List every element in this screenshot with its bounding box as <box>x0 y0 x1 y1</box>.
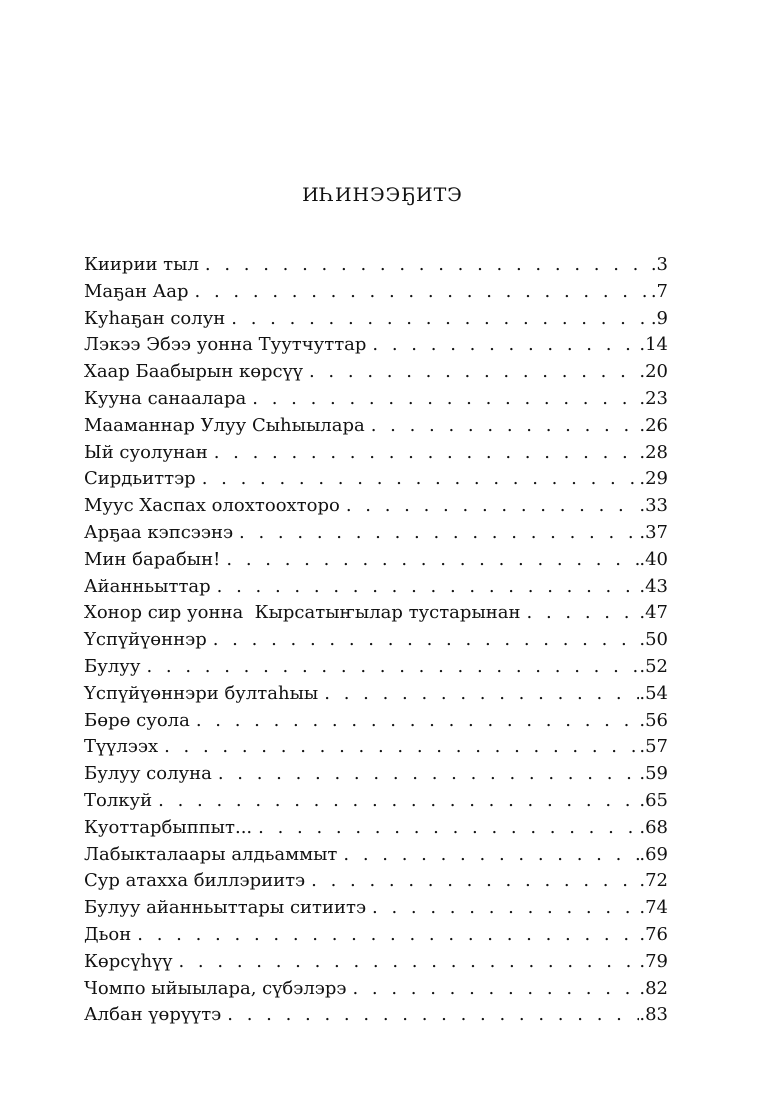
dot-leader <box>366 332 639 359</box>
toc-entry-title: Кууна санаалара <box>84 387 247 409</box>
toc-entry-title: Киирии тыл <box>84 254 199 275</box>
toc-entry-page: .57 <box>639 736 668 758</box>
toc-entry <box>84 949 668 976</box>
dot-leader <box>196 466 640 493</box>
toc-entry-page: .74 <box>639 897 668 919</box>
toc-entry-page: .3 <box>650 254 668 275</box>
page-title: ИҺИНЭЭҔИТЭ <box>302 184 463 206</box>
toc-entry-title: Хонор сир уонна Кырсатыҥылар тустарынан <box>84 602 521 624</box>
toc-entry <box>84 279 668 306</box>
toc-entry-page: .40 <box>639 548 668 570</box>
dot-leader <box>190 708 640 735</box>
dot-leader <box>152 788 639 815</box>
table-of-contents <box>84 252 668 1029</box>
toc-entry <box>84 1002 668 1029</box>
dot-leader <box>303 359 639 386</box>
toc-entry-page: .59 <box>639 763 668 785</box>
dot-leader <box>221 1002 639 1029</box>
toc-entry-title: Көрсүһүү <box>84 950 173 972</box>
toc-entry-page: .79 <box>639 950 668 972</box>
toc-entry <box>84 600 668 627</box>
toc-entry-page: .26 <box>639 414 668 436</box>
toc-entry <box>84 895 668 922</box>
toc-entry <box>84 708 668 735</box>
toc-entry-page: .50 <box>639 629 668 651</box>
toc-entry-title: Чомпо ыйыылара, сүбэлэрэ <box>84 977 347 999</box>
dot-leader <box>337 842 639 869</box>
toc-entry-page: .29 <box>639 468 668 490</box>
dot-leader <box>365 413 640 440</box>
toc-entry-title: Сирдьиттэр <box>84 468 196 490</box>
toc-entry-page: .28 <box>639 441 668 463</box>
dot-leader <box>220 547 639 574</box>
toc-entry-title: Куоттарбыппыт... <box>84 816 253 838</box>
dot-leader <box>305 868 639 895</box>
toc-entry-title: Айанньыттар <box>84 575 211 597</box>
toc-entry <box>84 252 668 279</box>
toc-entry <box>84 493 668 520</box>
dot-leader <box>158 734 639 761</box>
toc-entry <box>84 574 668 601</box>
toc-entry-title: Дьон <box>84 923 132 945</box>
toc-entry <box>84 359 668 386</box>
toc-entry-page: .52 <box>639 655 668 677</box>
dot-leader <box>208 440 640 467</box>
dot-leader <box>346 976 639 1003</box>
toc-entry-page: .56 <box>639 709 668 731</box>
toc-entry-title: Муус Хаспах олохтоохторо <box>84 495 340 517</box>
toc-entry-page: .83 <box>639 1004 668 1026</box>
toc-entry-title: Сур атахха биллэриитэ <box>84 870 306 892</box>
toc-entry-page: .76 <box>639 923 668 945</box>
toc-entry <box>84 788 668 815</box>
dot-leader <box>140 654 639 681</box>
dot-leader <box>207 627 640 654</box>
toc-entry <box>84 520 668 547</box>
toc-entry <box>84 332 668 359</box>
toc-entry-title: Булуу солуна <box>84 763 212 785</box>
toc-entry-title: Үспүйүөннэри бултаһыы <box>84 682 319 704</box>
toc-entry-title: Мааманнар Улуу Сыһыылара <box>84 414 365 436</box>
dot-leader <box>318 681 639 708</box>
toc-entry-page: .43 <box>639 575 668 597</box>
toc-entry <box>84 815 668 842</box>
toc-entry-page: .7 <box>650 280 668 302</box>
dot-leader <box>252 815 639 842</box>
dot-leader <box>189 279 651 306</box>
toc-entry <box>84 922 668 949</box>
toc-entry-title: Арҕаа кэпсээнэ <box>84 521 234 543</box>
dot-leader <box>225 306 651 333</box>
toc-entry <box>84 466 668 493</box>
toc-entry-title: Түүлээх <box>84 736 159 758</box>
toc-entry-page: .65 <box>639 789 668 811</box>
toc-entry-title: Хаар Баабырын көрсүү <box>84 361 303 383</box>
toc-entry <box>84 627 668 654</box>
toc-entry-title: Лэкээ Эбээ уонна Туутчуттар <box>84 334 367 356</box>
dot-leader <box>521 600 640 627</box>
toc-entry-title: Толкуй <box>84 789 153 811</box>
toc-entry <box>84 306 668 333</box>
toc-entry-page: .9 <box>650 307 668 329</box>
dot-leader <box>211 574 640 601</box>
dot-leader <box>246 386 639 413</box>
toc-entry-page: .14 <box>639 334 668 356</box>
toc-entry-title: Ый суолунан <box>84 441 208 463</box>
dot-leader <box>199 252 651 279</box>
toc-entry-title: Булуу <box>84 655 141 677</box>
toc-entry-page: .33 <box>639 495 668 517</box>
toc-entry <box>84 547 668 574</box>
toc-entry <box>84 654 668 681</box>
toc-entry-page: .82 <box>639 977 668 999</box>
toc-entry-page: .37 <box>639 521 668 543</box>
dot-leader <box>212 761 640 788</box>
toc-entry-page: .54 <box>639 682 668 704</box>
toc-entry <box>84 761 668 788</box>
toc-entry-page: .20 <box>639 361 668 383</box>
toc-entry <box>84 734 668 761</box>
toc-entry-page: .23 <box>639 387 668 409</box>
dot-leader <box>233 520 639 547</box>
toc-entry-title: Куһаҕан солун <box>84 307 226 329</box>
toc-entry-title: Маҕан Аар <box>84 280 189 302</box>
toc-entry-page: .72 <box>639 870 668 892</box>
dot-leader <box>340 493 640 520</box>
toc-entry-title: Албан үөрүүтэ <box>84 1004 222 1026</box>
toc-entry-title: Лабыкталаары алдьаммыт <box>84 843 338 865</box>
toc-entry-title: Үспүйүөннэр <box>84 629 207 651</box>
toc-entry <box>84 413 668 440</box>
toc-entry-page: .69 <box>639 843 668 865</box>
toc-entry-title: Булуу айанньыттары ситиитэ <box>84 897 367 919</box>
toc-entry <box>84 440 668 467</box>
toc-entry <box>84 976 668 1003</box>
toc-entry-page: .47 <box>639 602 668 624</box>
dot-leader <box>172 949 639 976</box>
toc-entry-page: .68 <box>639 816 668 838</box>
toc-entry-title: Бөрө суола <box>84 709 190 731</box>
toc-entry-title: Мин барабын! <box>84 548 221 570</box>
toc-entry <box>84 868 668 895</box>
toc-entry <box>84 842 668 869</box>
dot-leader <box>366 895 639 922</box>
toc-entry <box>84 386 668 413</box>
dot-leader <box>131 922 639 949</box>
toc-entry <box>84 681 668 708</box>
